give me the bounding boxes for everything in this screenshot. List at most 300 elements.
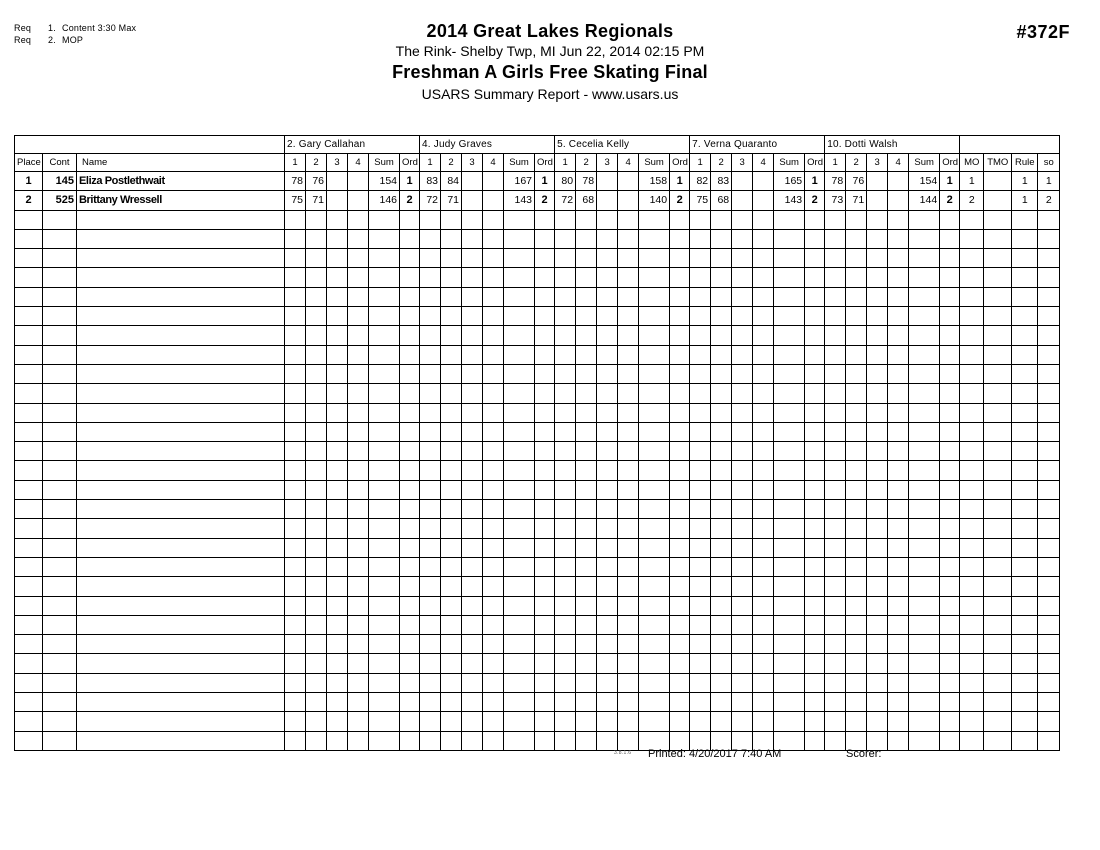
cell-empty (846, 596, 867, 615)
cell-empty (535, 210, 555, 229)
table-row-empty[interactable] (15, 596, 1060, 615)
cell-empty (960, 326, 984, 345)
cell-empty (576, 287, 597, 306)
cell-empty (285, 287, 306, 306)
cell-empty (483, 364, 504, 383)
cell-empty (441, 538, 462, 557)
cell-empty (555, 693, 576, 712)
table-row-empty[interactable] (15, 557, 1060, 576)
cell-j2-s2: 84 (441, 172, 462, 191)
table-row-empty[interactable] (15, 384, 1060, 403)
cell-empty (77, 673, 285, 692)
cell-empty (285, 654, 306, 673)
cell-empty (805, 461, 825, 480)
cell-empty (285, 229, 306, 248)
table-row-empty[interactable] (15, 442, 1060, 461)
header-judge5-2: 2 (846, 154, 867, 172)
cell-empty (618, 326, 639, 345)
cell-empty (15, 615, 43, 634)
cell-empty (670, 210, 690, 229)
cell-empty (940, 480, 960, 499)
cell-empty (846, 461, 867, 480)
cell-empty (576, 654, 597, 673)
cell-empty (639, 307, 670, 326)
cell-empty (1038, 693, 1060, 712)
cell-empty (825, 615, 846, 634)
cell-empty (805, 500, 825, 519)
cell-empty (753, 326, 774, 345)
judge-name-5: 10. Dotti Walsh (825, 136, 960, 154)
cell-empty (960, 731, 984, 750)
cell-empty (825, 210, 846, 229)
cell-empty (711, 345, 732, 364)
cell-empty (441, 422, 462, 441)
cell-empty (984, 577, 1012, 596)
table-row-empty[interactable] (15, 268, 1060, 287)
cell-empty (306, 557, 327, 576)
cell-empty (420, 577, 441, 596)
cell-empty (306, 500, 327, 519)
cell-empty (555, 326, 576, 345)
cell-empty (867, 268, 888, 287)
cell-empty (711, 268, 732, 287)
column-header-row (15, 154, 1060, 172)
cell-empty (732, 364, 753, 383)
cell-empty (1038, 577, 1060, 596)
cell-empty (618, 731, 639, 750)
cell-empty (369, 422, 400, 441)
header-judge1-2: 2 (306, 154, 327, 172)
cell-empty (825, 364, 846, 383)
cell-empty (441, 364, 462, 383)
cell-empty (420, 442, 441, 461)
table-row-empty[interactable] (15, 577, 1060, 596)
cell-empty (1012, 557, 1038, 576)
header-judge5-sum: Sum (909, 154, 940, 172)
cell-empty (1038, 500, 1060, 519)
cell-empty (940, 519, 960, 538)
cell-empty (960, 577, 984, 596)
cell-empty (940, 461, 960, 480)
cell-empty (555, 480, 576, 499)
cell-empty (369, 364, 400, 383)
cell-empty (555, 500, 576, 519)
cell-empty (825, 500, 846, 519)
cell-empty (306, 635, 327, 654)
cell-empty (420, 635, 441, 654)
cell-empty (1038, 229, 1060, 248)
cell-empty (369, 731, 400, 750)
table-row[interactable] (15, 172, 1060, 191)
cell-empty (670, 519, 690, 538)
cell-empty (960, 615, 984, 634)
cell-empty (327, 500, 348, 519)
cell-empty (15, 635, 43, 654)
cell-empty (1012, 307, 1038, 326)
cell-empty (1012, 384, 1038, 403)
cell-empty (774, 229, 805, 248)
cell-j3-s4 (618, 172, 639, 191)
cell-empty (670, 673, 690, 692)
cell-empty (940, 731, 960, 750)
cell-empty (805, 538, 825, 557)
table-row-empty[interactable] (15, 673, 1060, 692)
cell-empty (1012, 480, 1038, 499)
cell-empty (888, 287, 909, 306)
cell-empty (306, 673, 327, 692)
cell-empty (285, 442, 306, 461)
header-judge1-1: 1 (285, 154, 306, 172)
cell-empty (348, 500, 369, 519)
cell-empty (327, 442, 348, 461)
cell-empty (43, 712, 77, 731)
cell-empty (576, 538, 597, 557)
cell-empty (483, 654, 504, 673)
cell-empty (400, 210, 420, 229)
cell-empty (774, 364, 805, 383)
cell-empty (420, 307, 441, 326)
cell-empty (711, 712, 732, 731)
cell-empty (805, 635, 825, 654)
table-row-empty[interactable] (15, 538, 1060, 557)
table-row-empty[interactable] (15, 210, 1060, 229)
cell-empty (535, 287, 555, 306)
cell-empty (504, 210, 535, 229)
cell-empty (805, 557, 825, 576)
cell-empty (441, 442, 462, 461)
cell-empty (597, 615, 618, 634)
cell-empty (483, 557, 504, 576)
cell-empty (1012, 326, 1038, 345)
table-row-empty[interactable] (15, 422, 1060, 441)
cell-empty (555, 364, 576, 383)
cell-empty (732, 307, 753, 326)
cell-empty (483, 712, 504, 731)
cell-name: Brittany Wressell (77, 191, 285, 210)
score-table (14, 135, 1060, 751)
table-row-empty[interactable] (15, 615, 1060, 634)
cell-empty (400, 577, 420, 596)
cell-empty (462, 229, 483, 248)
cell-empty (618, 693, 639, 712)
cell-empty (732, 577, 753, 596)
cell-empty (327, 326, 348, 345)
cell-empty (369, 693, 400, 712)
cell-empty (576, 268, 597, 287)
cell-empty (441, 519, 462, 538)
cell-empty (43, 519, 77, 538)
cell-empty (504, 538, 535, 557)
header-judge3-1: 1 (555, 154, 576, 172)
cell-empty (420, 345, 441, 364)
cell-empty (535, 422, 555, 441)
cell-empty (846, 422, 867, 441)
cell-empty (420, 326, 441, 345)
cell-j4-s4 (753, 172, 774, 191)
cell-empty (327, 557, 348, 576)
cell-empty (576, 384, 597, 403)
cell-empty (960, 307, 984, 326)
table-row-empty[interactable] (15, 712, 1060, 731)
cell-empty (327, 615, 348, 634)
cell-empty (960, 654, 984, 673)
cell-empty (420, 249, 441, 268)
cell-empty (805, 403, 825, 422)
cell-empty (753, 249, 774, 268)
cell-empty (43, 326, 77, 345)
cell-empty (960, 635, 984, 654)
cell-empty (462, 480, 483, 499)
cell-empty (618, 635, 639, 654)
cell-empty (711, 557, 732, 576)
cell-empty (805, 210, 825, 229)
cell-empty (846, 577, 867, 596)
table-row-empty[interactable] (15, 519, 1060, 538)
table-row-empty[interactable] (15, 345, 1060, 364)
table-row-empty[interactable] (15, 654, 1060, 673)
cell-empty (711, 577, 732, 596)
cell-empty (1038, 326, 1060, 345)
cell-empty (306, 403, 327, 422)
table-row-empty[interactable] (15, 364, 1060, 383)
cell-empty (306, 287, 327, 306)
cell-place: 2 (15, 191, 43, 210)
cell-empty (960, 442, 984, 461)
cell-empty (846, 364, 867, 383)
cell-empty (1012, 731, 1038, 750)
cell-empty (348, 461, 369, 480)
header-cont: Cont (43, 154, 77, 172)
cell-empty (420, 364, 441, 383)
table-row-empty[interactable] (15, 480, 1060, 499)
cell-empty (690, 615, 711, 634)
cell-empty (43, 577, 77, 596)
cell-empty (753, 461, 774, 480)
cell-empty (867, 307, 888, 326)
cell-empty (846, 712, 867, 731)
cell-empty (420, 615, 441, 634)
cell-empty (888, 442, 909, 461)
cell-empty (420, 673, 441, 692)
cell-empty (639, 249, 670, 268)
cell-empty (984, 480, 1012, 499)
cell-empty (327, 673, 348, 692)
cell-empty (483, 442, 504, 461)
cell-empty (535, 635, 555, 654)
cell-empty (732, 654, 753, 673)
cell-j1-s4 (348, 191, 369, 210)
cell-empty (618, 249, 639, 268)
cell-empty (639, 442, 670, 461)
header-judge3-sum: Sum (639, 154, 670, 172)
table-row-empty[interactable] (15, 307, 1060, 326)
table-row-empty[interactable] (15, 461, 1060, 480)
cell-empty (369, 480, 400, 499)
cell-empty (77, 422, 285, 441)
cell-empty (670, 307, 690, 326)
cell-empty (690, 557, 711, 576)
cell-empty (639, 345, 670, 364)
cell-empty (909, 557, 940, 576)
cell-j3-sum: 140 (639, 191, 670, 210)
cell-empty (327, 249, 348, 268)
table-row-empty[interactable] (15, 731, 1060, 750)
cell-empty (805, 577, 825, 596)
cell-empty (43, 635, 77, 654)
cell-empty (348, 326, 369, 345)
cell-empty (369, 403, 400, 422)
cell-empty (43, 403, 77, 422)
cell-empty (77, 326, 285, 345)
score-sheet (14, 135, 1054, 751)
header-place: Place (15, 154, 43, 172)
cell-empty (462, 557, 483, 576)
cell-empty (867, 422, 888, 441)
cell-empty (576, 229, 597, 248)
cell-empty (753, 364, 774, 383)
cell-empty (462, 249, 483, 268)
cell-empty (576, 731, 597, 750)
cell-empty (774, 596, 805, 615)
cell-empty (690, 326, 711, 345)
cell-empty (960, 345, 984, 364)
table-row-empty[interactable] (15, 693, 1060, 712)
cell-empty (576, 557, 597, 576)
cell-empty (984, 422, 1012, 441)
cell-empty (825, 480, 846, 499)
cell-empty (825, 673, 846, 692)
cell-empty (867, 615, 888, 634)
cell-so: 1 (1038, 172, 1060, 191)
cell-empty (867, 461, 888, 480)
cell-empty (597, 596, 618, 615)
event-title: 2014 Great Lakes Regionals (426, 21, 674, 41)
cell-empty (400, 422, 420, 441)
cell-empty (15, 673, 43, 692)
cell-empty (774, 693, 805, 712)
table-row-empty[interactable] (15, 403, 1060, 422)
cell-empty (732, 210, 753, 229)
cell-empty (597, 654, 618, 673)
cell-empty (960, 384, 984, 403)
table-row-empty[interactable] (15, 229, 1060, 248)
cell-empty (576, 480, 597, 499)
cell-empty (555, 229, 576, 248)
cell-empty (846, 480, 867, 499)
cell-empty (441, 403, 462, 422)
cell-empty (888, 519, 909, 538)
cell-empty (618, 345, 639, 364)
cell-empty (639, 673, 670, 692)
cell-empty (774, 500, 805, 519)
cell-empty (576, 500, 597, 519)
cell-empty (483, 422, 504, 441)
cell-j3-s3 (597, 191, 618, 210)
cell-empty (504, 422, 535, 441)
table-row[interactable] (15, 191, 1060, 210)
cell-empty (940, 557, 960, 576)
cell-empty (867, 210, 888, 229)
cell-j5-ord: 1 (940, 172, 960, 191)
cell-empty (77, 731, 285, 750)
cell-empty (77, 596, 285, 615)
cell-empty (888, 461, 909, 480)
table-row-empty[interactable] (15, 287, 1060, 306)
cell-empty (285, 461, 306, 480)
cell-empty (1038, 422, 1060, 441)
cell-empty (639, 577, 670, 596)
cell-empty (960, 519, 984, 538)
cell-j4-sum: 143 (774, 191, 805, 210)
cell-empty (711, 654, 732, 673)
cell-empty (285, 500, 306, 519)
cell-empty (753, 615, 774, 634)
cell-empty (774, 712, 805, 731)
cell-empty (774, 268, 805, 287)
cell-j4-s2: 68 (711, 191, 732, 210)
cell-empty (984, 326, 1012, 345)
cell-empty (555, 673, 576, 692)
cell-empty (732, 596, 753, 615)
cell-empty (867, 345, 888, 364)
table-row-empty[interactable] (15, 500, 1060, 519)
cell-empty (618, 461, 639, 480)
cell-empty (483, 229, 504, 248)
cell-empty (420, 287, 441, 306)
cell-empty (504, 326, 535, 345)
cell-j5-s2: 71 (846, 191, 867, 210)
header-judge3-3: 3 (597, 154, 618, 172)
header-judge2-sum: Sum (504, 154, 535, 172)
cell-empty (825, 731, 846, 750)
cell-empty (774, 403, 805, 422)
cell-empty (597, 635, 618, 654)
cell-empty (732, 384, 753, 403)
table-row-empty[interactable] (15, 326, 1060, 345)
cell-empty (805, 345, 825, 364)
cell-empty (285, 364, 306, 383)
header-rule: Rule (1012, 154, 1038, 172)
cell-cont: 525 (43, 191, 77, 210)
cell-j5-s3 (867, 172, 888, 191)
cell-empty (348, 615, 369, 634)
cell-empty (285, 731, 306, 750)
cell-empty (77, 557, 285, 576)
cell-empty (867, 712, 888, 731)
cell-empty (555, 422, 576, 441)
cell-empty (77, 654, 285, 673)
table-row-empty[interactable] (15, 635, 1060, 654)
cell-empty (888, 364, 909, 383)
cell-empty (984, 403, 1012, 422)
cell-empty (535, 345, 555, 364)
cell-empty (940, 403, 960, 422)
cell-empty (805, 731, 825, 750)
cell-empty (504, 461, 535, 480)
cell-empty (369, 326, 400, 345)
cell-empty (732, 326, 753, 345)
cell-empty (909, 384, 940, 403)
cell-empty (960, 538, 984, 557)
table-row-empty[interactable] (15, 249, 1060, 268)
cell-empty (940, 615, 960, 634)
cell-empty (639, 229, 670, 248)
cell-empty (597, 557, 618, 576)
cell-empty (732, 442, 753, 461)
cell-empty (774, 654, 805, 673)
cell-empty (462, 307, 483, 326)
cell-j1-s2: 71 (306, 191, 327, 210)
